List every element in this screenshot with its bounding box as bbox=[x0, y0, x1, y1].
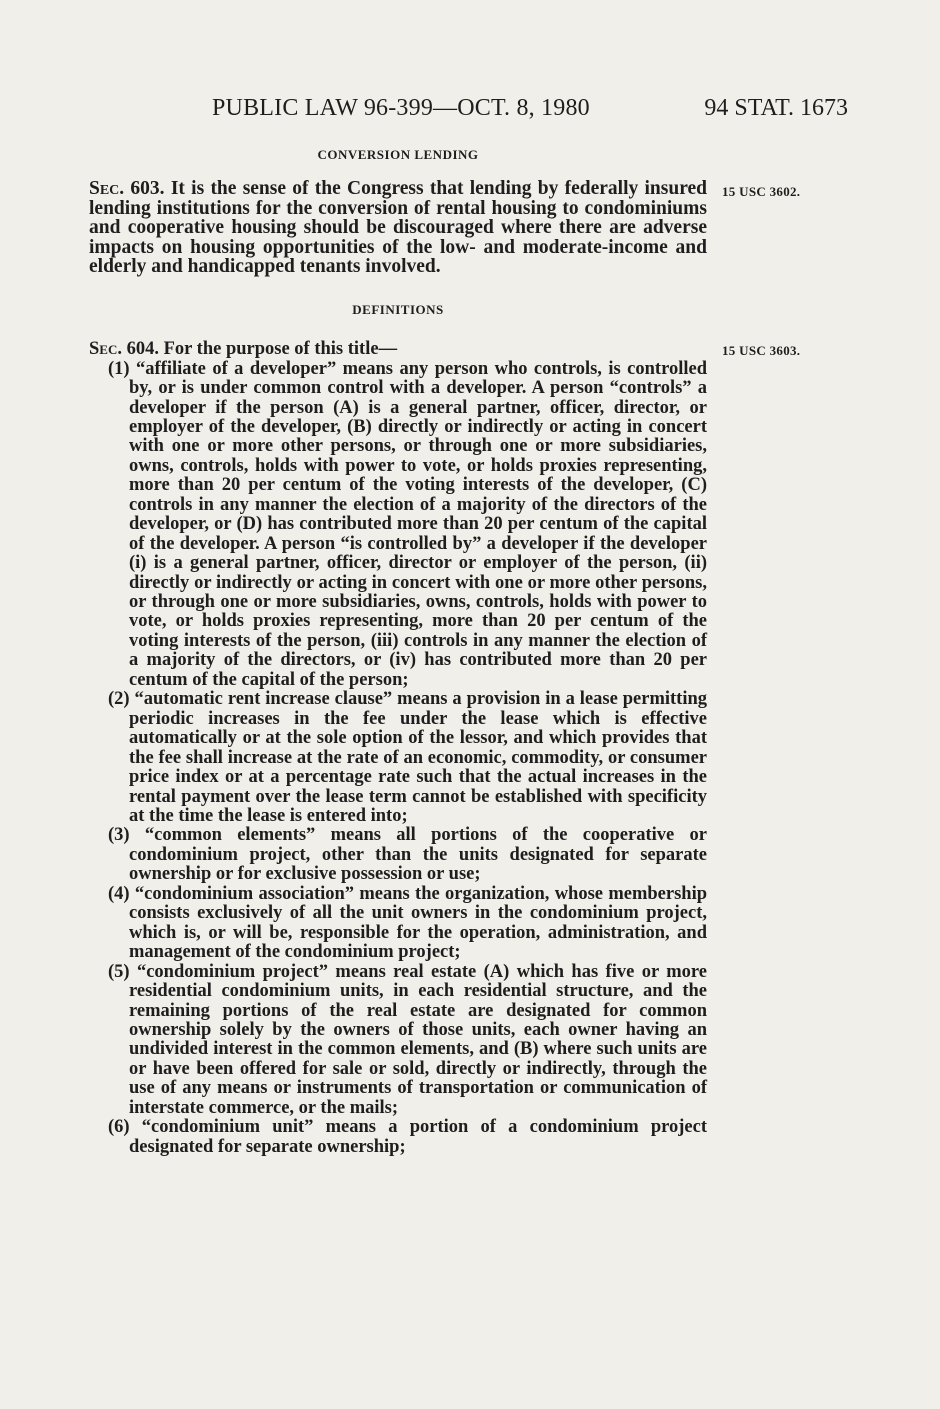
page-header-title: PUBLIC LAW 96-399—OCT. 8, 1980 bbox=[212, 95, 590, 121]
section-603 bbox=[89, 147, 707, 277]
definition-item: (2) “automatic rent increase clause” means a provision in a lease permitting periodic increases in the fee under the lease which is effective automatically or at the sole option of the lessor, and which provides that the fee shall increase at the rate of an economic, commodity, or consumer price index or at a percentage rate such that the actual increases in the rental payment over the lease term cannot be established with specificity at the time the lease is entered into; bbox=[108, 689, 707, 827]
definition-item: (3) “common elements” means all portions of the cooperative or condominium project, other than the units designated for separate ownership or for exclusive possession or use; bbox=[108, 825, 707, 885]
section-intro-text: For the purpose of this title— bbox=[163, 339, 398, 359]
section-body: It is the sense of the Congress that lending by federally insured lending institutions for the conversion of rental housing to condominiums and cooperative housing should be discouraged where there are adverse impacts on housing opportunities of the low- and moderate-income and elderly and handicapped tenants involved. bbox=[89, 178, 708, 278]
definition-item: (5) “condominium project” means real estate (A) which has five or more residential condominium units, in each residential structure, and the remaining portions of the real estate are designated for common ownership solely by the owners of those units, each owner having an undivided interest in the common elements, and (B) where such units are or have been offered for sale or sold, directly or indirectly, through the use of any means or instruments of transportation or communication of interstate commerce, or the mails; bbox=[108, 961, 707, 1118]
section-label: Sec. 604. bbox=[89, 339, 159, 359]
definition-item: (4) “condominium association” means the organization, whose membership consists exclusively of all the unit owners in the condominium project, which is, or will be, responsible for the operation, administration, and management of the condominium project; bbox=[108, 883, 707, 963]
page-header-stat: 94 STAT. 1673 bbox=[704, 95, 848, 121]
margin-note-604: 15 USC 3603. bbox=[722, 343, 801, 358]
margin-note-603: 15 USC 3602. bbox=[722, 184, 801, 199]
section-604 bbox=[89, 302, 707, 1157]
section-heading-conversion-lending: CONVERSION LENDING bbox=[317, 147, 479, 162]
section-604-intro bbox=[89, 340, 707, 360]
section-label: Sec. 603. bbox=[89, 178, 165, 199]
definition-item: (1) “affiliate of a developer” means any person who controls, is controlled by, or is under common control with a developer. A person “controls” a developer if the person (A) is a general partner, officer, director, or employer of the developer, (B) directly or indirectly or acting in concert with one or more other persons, or through one or more subsidiaries, owns, controls, holds with power to vote, or holds proxies representing, more than 20 per centum of the voting interests of the developer, (C) controls in any manner the election of a majority of the directors of the developer, or (D) has contributed more than 20 per centum of the capital of the developer. A person “is controlled by” a developer if the developer (i) is a general partner, officer, director or employer of the person, (ii) directly or indirectly or acting in concert with one or more other persons, or through one or more subsidiaries, owns, controls, holds with power to vote, or holds proxies representing, more than 20 per centum of the voting interests of the person, (iii) controls in any manner the election of a majority of the directors, or (iv) has contributed more than 20 per centum of the capital of the person; bbox=[108, 358, 707, 690]
section-603-text bbox=[89, 179, 707, 277]
definition-item: (6) “condominium unit” means a portion of a condominium project designated for separate ownership; bbox=[108, 1117, 707, 1157]
section-heading-definitions: DEFINITIONS bbox=[352, 302, 444, 317]
